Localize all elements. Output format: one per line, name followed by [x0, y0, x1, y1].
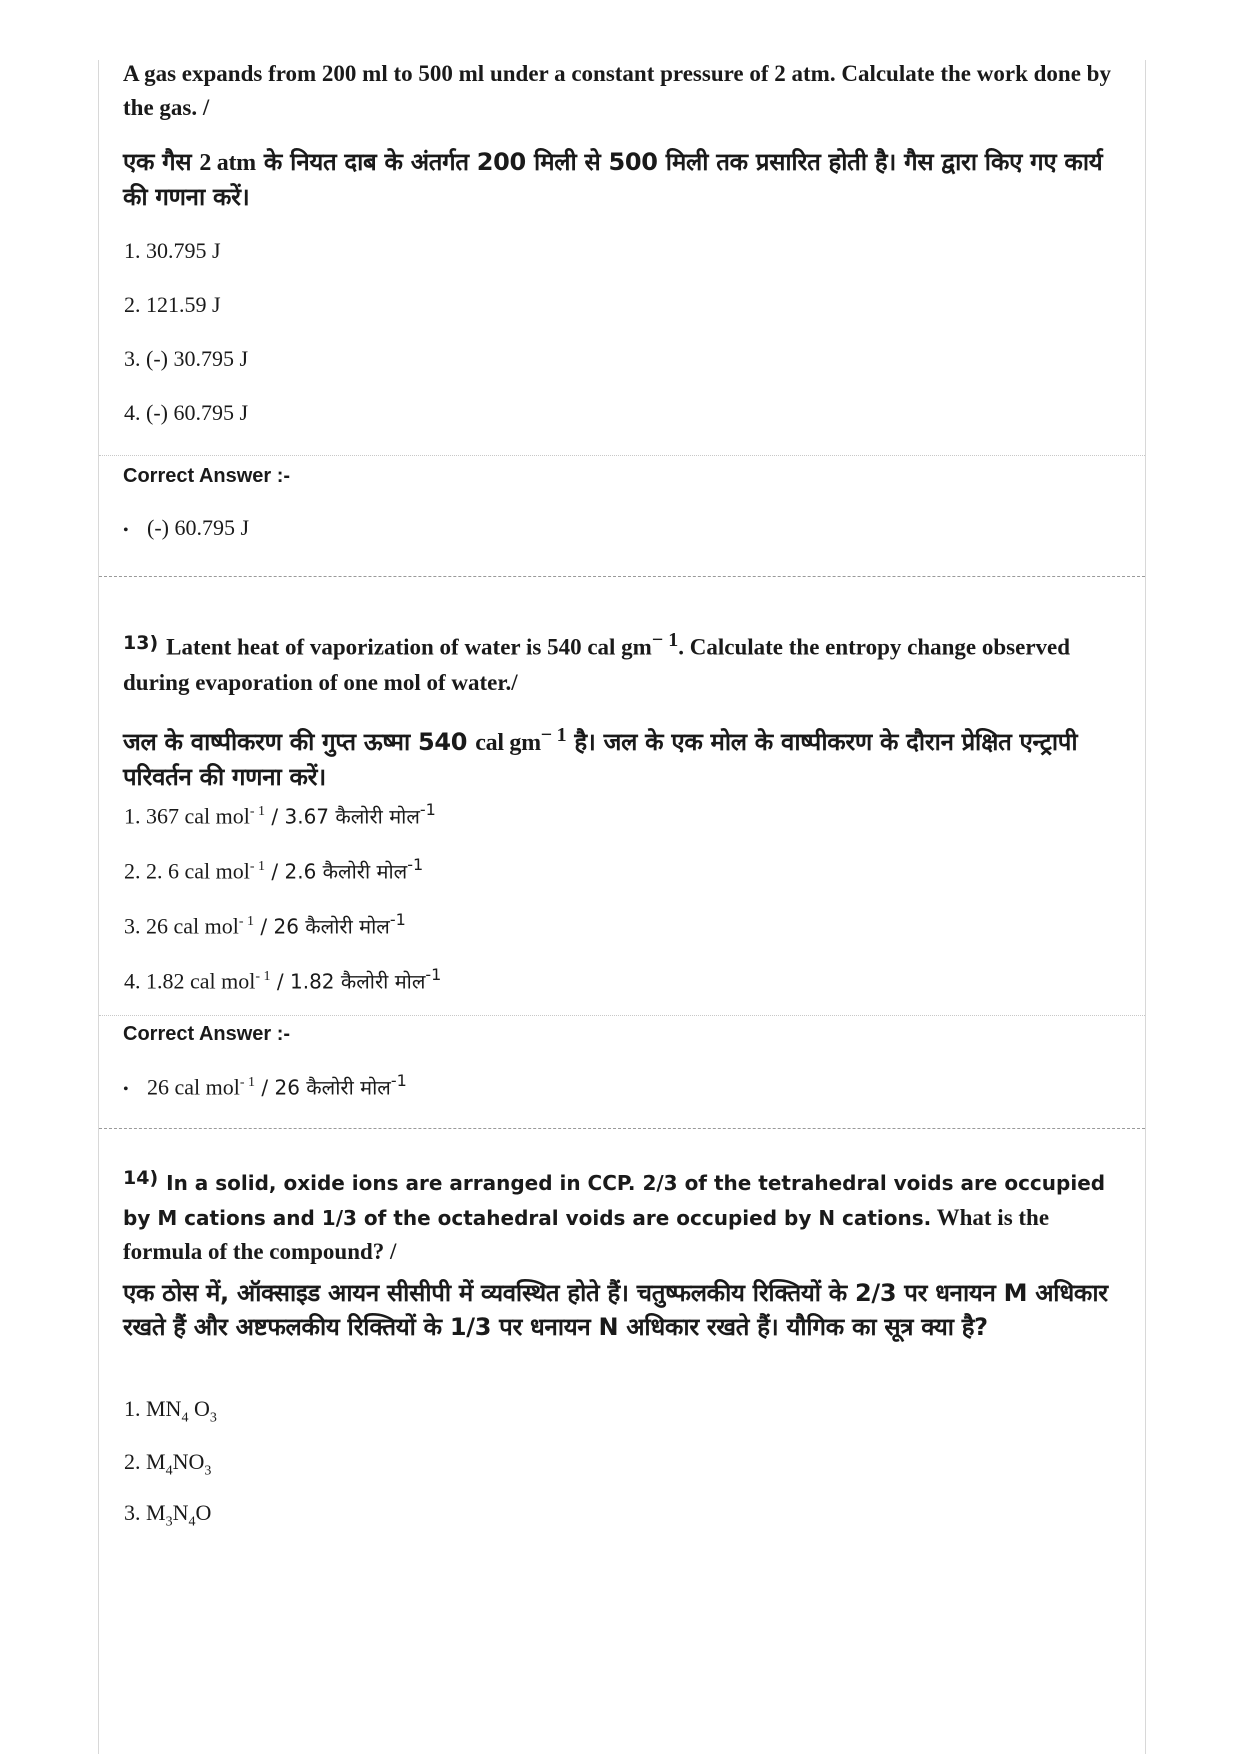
question-number: 14) [123, 1167, 159, 1189]
bullet-icon: • [123, 522, 129, 539]
q12-option-4[interactable]: 4. (-) 60.795 J [124, 400, 249, 425]
q14-option-2[interactable]: 2. $M_4NO_3$ [124, 1449, 212, 1479]
q14-option-3[interactable]: 3. $M_3N_4O$ [124, 1500, 212, 1530]
bullet-icon: • [123, 1081, 129, 1099]
q14-option-1[interactable]: 1. $MN_4$ $O_3$ [124, 1396, 217, 1426]
question-separator [99, 576, 1145, 577]
q12-correct-answer: • (-) 60.795 J [123, 515, 250, 540]
divider [99, 455, 1145, 456]
question-14-text-en: $^{14)}$ In a solid, oxide ions are arranged in CCP. 2/3 of the tetrahedral voids are occupied by M cations and 1/3 of the octahedral voids are occupied by N cations. What is the formula of the compound? / [123, 1167, 1106, 1264]
question-14 [99, 1166, 1145, 1269]
q12-option-1[interactable]: 1. 30.795 J [124, 238, 221, 263]
q13-option-4[interactable]: 4. 1.82 cal mol$^{- 1}$ / 1.82 कैलोरी मोल$^{-1}$ [124, 965, 442, 994]
q13-option-2[interactable]: 2. 2. 6 cal mol$^{- 1}$ / 2.6 कैलोरी मोल$^{-1}$ [124, 855, 424, 884]
q13-correct-answer-label: Correct Answer :- [123, 1023, 291, 1045]
q12-option-3[interactable]: 3. (-) 30.795 J [124, 346, 249, 371]
question-14-text-hi: एक ठोस में, ऑक्साइड आयन सीसीपी में व्यवस्थित होते हैं। चतुष्फलकीय रिक्तियों के 2/3 पर धनायन M अधिकार रखते हैं और अष्टफलकीय रिक्तियों के 1/3 पर धनायन N अधिकार रखते हैं। यौगिक का सूत्र क्या है? [123, 1279, 1108, 1341]
question-14-hindi [99, 1276, 1145, 1344]
q13-correct-answer: • 26 cal mol$^{- 1}$ / 26 कैलोरी मोल$^{-1}$ [123, 1071, 407, 1100]
question-13-hindi [99, 718, 1145, 794]
question-13-text-en: $^{13)}$ Latent heat of vaporization of water is 540 cal $gm^{- 1}$. Calculate the entropy change observed during evaporation of one mol of water./ [123, 629, 1071, 695]
question-13 [99, 623, 1145, 700]
question-separator [99, 1128, 1145, 1129]
question-12-text-en: A gas expands from 200 ml to 500 ml under a constant pressure of 2 atm. Calculate the work done by the gas. / [123, 61, 1111, 120]
q12-correct-answer-label: Correct Answer :- [123, 465, 291, 487]
q12-option-2[interactable]: 2. 121.59 J [124, 292, 221, 317]
question-13-text-hi: जल के वाष्पीकरण की गुप्त ऊष्मा 540 cal $gm^{- 1}$ है। जल के एक मोल के वाष्पीकरण के दौरान प्रेक्षित एन्ट्रापी परिवर्तन की गणना करें। [123, 724, 1078, 791]
q13-option-1[interactable]: 1. 367 cal mol$^{- 1}$ / 3.67 कैलोरी मोल$^{-1}$ [124, 800, 436, 829]
q13-option-3[interactable]: 3. 26 cal mol$^{- 1}$ / 26 कैलोरी मोल$^{-1}$ [124, 910, 406, 939]
question-number: 13) [123, 631, 159, 654]
question-12-text-hi: एक गैस 2 atm के नियत दाब के अंतर्गत 200 मिली से 500 मिली तक प्रसारित होती है। गैस द्वारा किए गए कार्य की गणना करें। [123, 148, 1103, 211]
page-frame [98, 60, 1146, 1754]
divider [99, 1015, 1145, 1016]
